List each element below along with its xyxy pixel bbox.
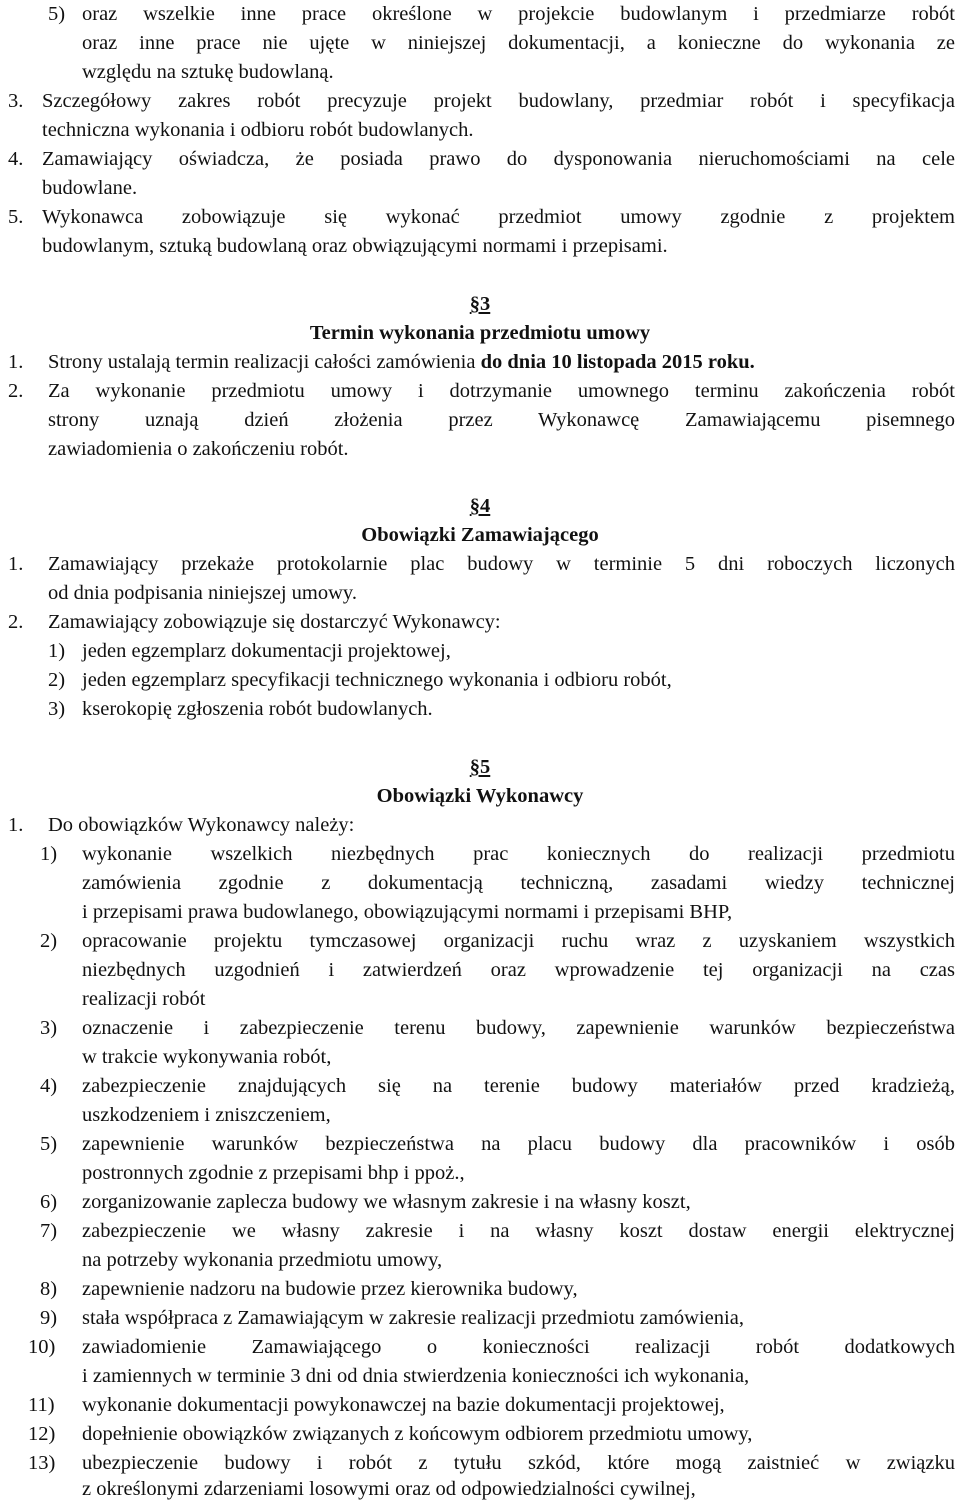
paragraph-line: od dnia podpisania niniejszej umowy.: [48, 582, 357, 604]
section-sign: §5: [469, 756, 491, 778]
subitem-text: kserokopię zgłoszenia robót budowlanych.: [82, 698, 433, 720]
section-title: Obowiązki Zamawiającego: [361, 524, 599, 546]
item-number: 1.: [8, 814, 24, 836]
paragraph-line: względu na sztukę budowlaną.: [82, 61, 334, 83]
section-title: Termin wykonania przedmiotu umowy: [309, 322, 651, 344]
paragraph-line: Wykonawca zobowiązuje się wykonać przedmiot umowy zgodnie z projektem: [42, 206, 955, 228]
paragraph-line: Szczegółowy zakres robót precyzuje projekt budowlany, przedmiar robót i specyfikacja: [42, 90, 955, 112]
section-sign: §3: [469, 293, 491, 315]
paragraph-line: oraz inne prace nie ujęte w niniejszej dokumentacji, a konieczne do wykonania ze: [82, 32, 955, 54]
paragraph-line: techniczna wykonania i odbioru robót budowlanych.: [42, 119, 474, 141]
item-number: 2.: [8, 380, 24, 402]
item-number: 2.: [8, 611, 24, 633]
paragraph-line: zawiadomienia o zakończeniu robót.: [48, 438, 349, 460]
paragraph-line: Zamawiający oświadcza, że posiada prawo do dysponowania nieruchomościami na cele: [42, 148, 955, 170]
subitem-line: na potrzeby wykonania przedmiotu umowy,: [82, 1249, 443, 1271]
subitem-line: niezbędnych uzgodnień i zatwierdzeń oraz wprowadzenie tej organizacji na czas: [82, 959, 955, 981]
subitem-number: 2): [40, 930, 58, 952]
subitem-line: i zamiennych w terminie 3 dni od dnia stwierdzenia konieczności ich wykonania,: [82, 1365, 750, 1387]
subitem-line: oznaczenie i zabezpieczenie terenu budowy, zapewnienie warunków bezpieczeństwa: [82, 1017, 955, 1039]
subitem-number: 9): [40, 1307, 58, 1329]
subitem-number: 4): [40, 1075, 58, 1097]
subitem-line: wykonanie wszelkich niezbędnych prac koniecznych do realizacji przedmiotu: [82, 843, 955, 865]
subitem-number: 8): [40, 1278, 58, 1300]
subitem-number: 1): [48, 640, 66, 662]
item-number: 1.: [8, 351, 24, 373]
subitem-line: uszkodzeniem i zniszczeniem,: [82, 1104, 331, 1126]
item-number: 4.: [8, 148, 24, 170]
subitem-line: z określonymi zdarzeniami losowymi oraz od odpowiedzialności cywilnej,: [82, 1478, 696, 1500]
subitem-line: postronnych zgodnie z przepisami bhp i ppoż.,: [82, 1162, 465, 1184]
subitem-line: zabezpieczenie znajdujących się na terenie budowy materiałów przed kradzieżą,: [82, 1075, 955, 1097]
subitem-line: stała współpraca z Zamawiającym w zakresie realizacji przedmiotu zamówienia,: [82, 1307, 744, 1329]
subitem-number: 11): [28, 1394, 55, 1416]
item-number: 5.: [8, 206, 24, 228]
paragraph-line: budowlane.: [42, 177, 138, 199]
subitem-number: 2): [48, 669, 66, 691]
paragraph-line: oraz wszelkie inne prace określone w projekcie budowlanym i przedmiarze robót: [82, 3, 955, 25]
subitem-text: jeden egzemplarz specyfikacji technicznego wykonania i odbioru robót,: [82, 669, 672, 691]
paragraph-line: Do obowiązków Wykonawcy należy:: [48, 814, 355, 836]
subitem-line: zapewnienie nadzoru na budowie przez kierownika budowy,: [82, 1278, 578, 1300]
section-title: Obowiązki Wykonawcy: [376, 785, 584, 807]
subitem-number: 3): [40, 1017, 58, 1039]
subitem-number: 6): [40, 1191, 58, 1213]
subitem-number: 13): [28, 1452, 56, 1474]
subitem-text: jeden egzemplarz dokumentacji projektowej,: [82, 640, 451, 662]
subitem-number: 10): [28, 1336, 56, 1358]
item-number: 1.: [8, 553, 24, 575]
subitem-number: 12): [28, 1423, 56, 1445]
subitem-line: dopełnienie obowiązków związanych z końcowym odbiorem przedmiotu umowy,: [82, 1423, 753, 1445]
paragraph-line: Zamawiający zobowiązuje się dostarczyć Wykonawcy:: [48, 611, 501, 633]
paragraph-line: Zamawiający przekaże protokolarnie plac budowy w terminie 5 dni roboczych liczonych: [48, 553, 955, 575]
paragraph-line: budowlanym, sztuką budowlaną oraz obwiązującymi normami i przepisami.: [42, 235, 668, 257]
subitem-number: 3): [48, 698, 66, 720]
subitem-line: wykonanie dokumentacji powykonawczej na bazie dokumentacji projektowej,: [82, 1394, 725, 1416]
paragraph-line: strony uznają dzień złożenia przez Wykonawcę Zamawiającemu pisemnego: [48, 409, 955, 431]
subitem-number: 5): [40, 1133, 58, 1155]
section-sign: §4: [469, 495, 491, 517]
subitem-line: zabezpieczenie we własny zakresie i na własny koszt dostaw energii elektrycznej: [82, 1220, 955, 1242]
subitem-line: i przepisami prawa budowlanego, obowiązującymi normami i przepisami BHP,: [82, 901, 733, 923]
paragraph-line: Za wykonanie przedmiotu umowy i dotrzymanie umownego terminu zakończenia robót: [48, 380, 955, 402]
subitem-line: opracowanie projektu tymczasowej organizacji ruchu wraz z uzyskaniem wszystkich: [82, 930, 955, 952]
subitem-line: zamówienia zgodnie z dokumentacją techniczną, zasadami wiedzy technicznej: [82, 872, 955, 894]
subitem-line: ubezpieczenie budowy i robót z tytułu szkód, które mogą zaistnieć w związku: [82, 1452, 955, 1474]
subitem-line: w trakcie wykonywania robót,: [82, 1046, 332, 1068]
subitem-line: zorganizowanie zaplecza budowy we własnym zakresie i na własny koszt,: [82, 1191, 691, 1213]
subitem-number: 1): [40, 843, 58, 865]
subitem-line: zapewnienie warunków bezpieczeństwa na placu budowy dla pracowników i osób: [82, 1133, 955, 1155]
subitem-number: 7): [40, 1220, 58, 1242]
paragraph-line: Strony ustalają termin realizacji całości zamówienia do dnia 10 listopada 2015 roku.: [48, 351, 755, 373]
item-number: 3.: [8, 90, 24, 112]
item-number: 5): [48, 3, 66, 25]
subitem-line: zawiadomienie Zamawiającego o konieczności realizacji robót dodatkowych: [82, 1336, 955, 1358]
subitem-line: realizacji robót: [82, 988, 206, 1010]
